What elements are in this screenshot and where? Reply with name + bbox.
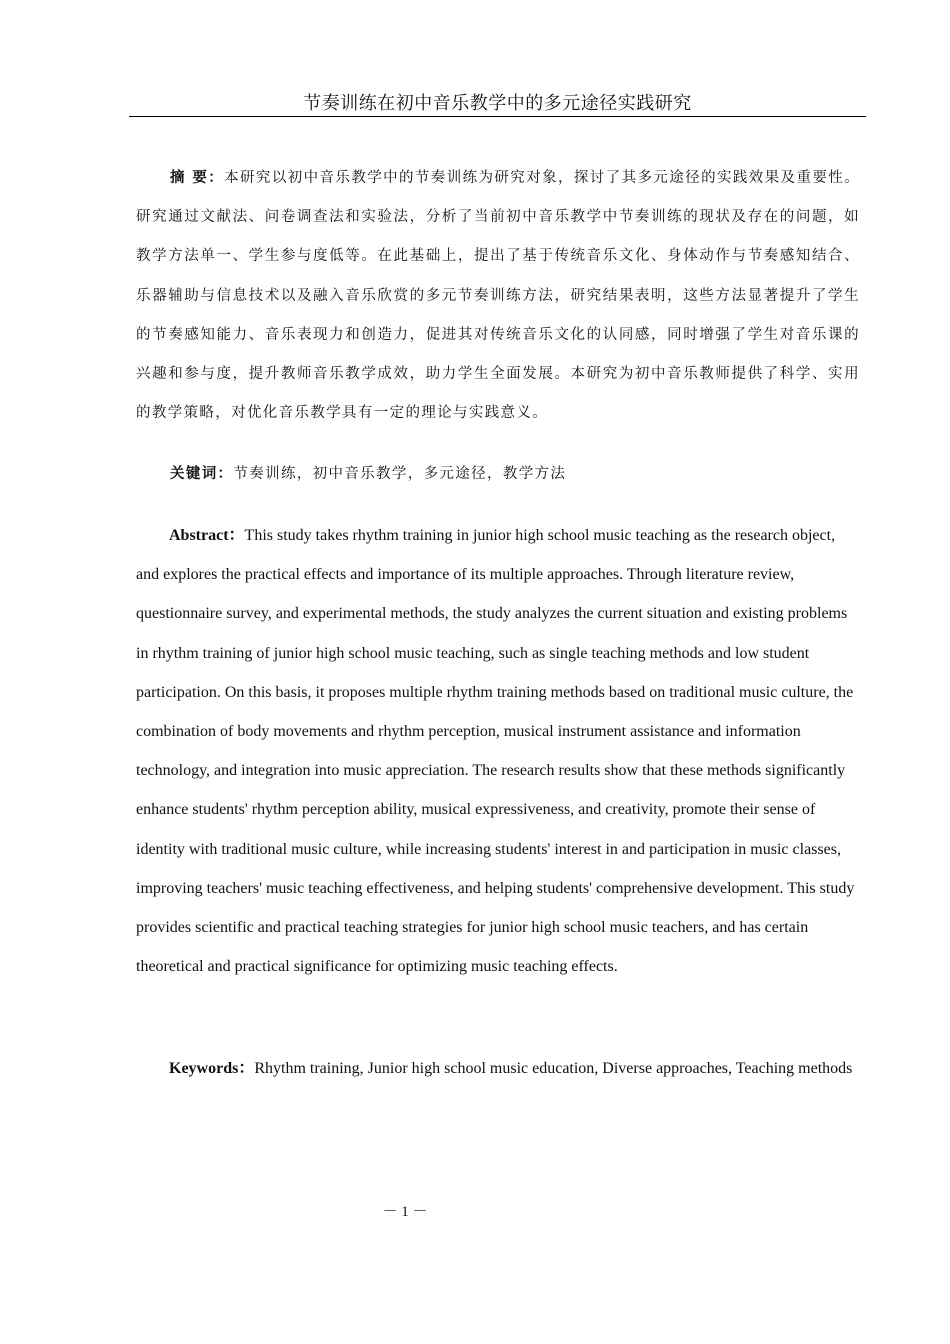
- chinese-keywords-label: 关键词：: [170, 465, 234, 482]
- english-keywords-text: Rhythm training, Junior high school music education, Diverse approaches, Teaching methods: [254, 1060, 853, 1077]
- running-header-title: 节奏训练在初中音乐教学中的多元途径实践研究: [129, 92, 866, 117]
- english-keywords-label: Keywords：: [169, 1060, 255, 1077]
- page-number: － 1 －: [382, 1204, 428, 1220]
- english-keywords-paragraph: [136, 1049, 860, 1088]
- chinese-abstract-text: 本研究以初中音乐教学中的节奏训练为研究对象，探讨了其多元途径的实践效果及重要性。研究通过文献法、问卷调查法和实验法，分析了当前初中音乐教学中节奏训练的现状及存在的问题，如教学方法单一、学生参与度低等。在此基础上，提出了基于传统音乐文化、身体动作与节奏感知结合、乐器辅助与信息技术以及融入音乐欣赏的多元节奏训练方法，研究结果表明，这些方法显著提升了学生的节奏感知能力、音乐表现力和创造力，促进其对传统音乐文化的认同感，同时增强了学生对音乐课的兴趣和参与度，提升教师音乐教学成效，助力学生全面发展。本研究为初中音乐教师提供了科学、实用的教学策略，对优化音乐教学具有一定的理论与实践意义。: [136, 170, 860, 422]
- english-abstract-text: This study takes rhythm training in junior high school music teaching as the research object, and explores the practical effects and importance of its multiple approaches. Through literature review, questionnaire survey, and experimental methods, the study analyzes the current situation and existing problems in rhythm training of junior high school music teaching, such as single teaching methods and low student participation. On this basis, it proposes multiple rhythm training methods based on traditional music culture, the combination of body movements and rhythm perception, musical instrument assistance and information technology, and integration into music appreciation. The research results show that these methods significantly enhance students' rhythm perception ability, musical expressiveness, and creativity, promote their sense of identity with traditional music culture, while increasing students' interest in and participation in music classes, improving teachers' music teaching effectiveness, and helping students' comprehensive development. This study provides scientific and practical teaching strategies for junior high school music teachers, and has certain theoretical and practical significance for optimizing music teaching effects.: [136, 527, 855, 976]
- chinese-keywords-text: 节奏训练，初中音乐教学，多元途径，教学方法: [233, 466, 567, 482]
- english-abstract-paragraph: [136, 516, 860, 986]
- chinese-abstract-label: 摘 要：: [170, 169, 225, 186]
- chinese-abstract-paragraph: [136, 158, 860, 433]
- chinese-keywords-paragraph: [136, 456, 860, 492]
- english-abstract-label: Abstract：: [169, 527, 245, 544]
